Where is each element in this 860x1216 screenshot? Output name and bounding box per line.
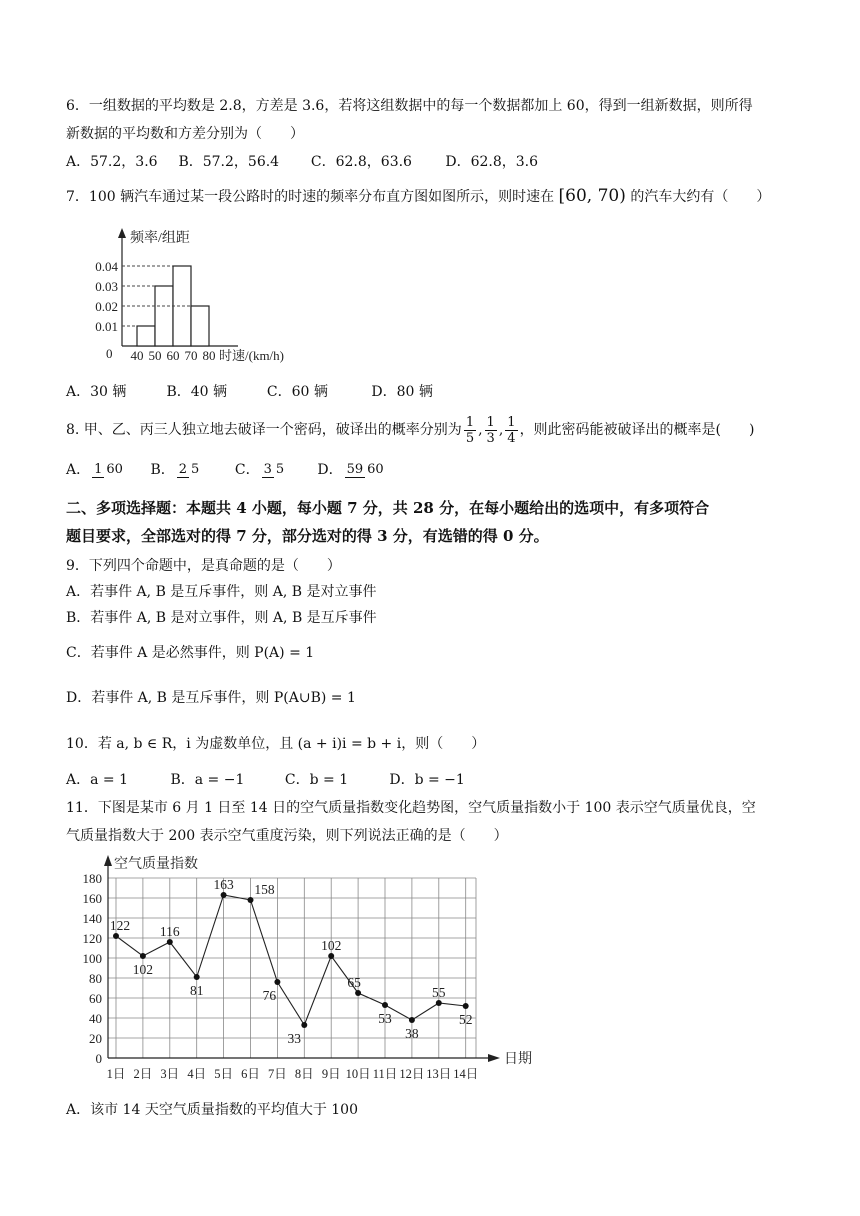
q10-option-d: D．b = −1 [389,772,465,788]
hist-y-label: 频率/组距 [130,231,190,246]
aqi-x-tick: 12日 [399,1067,425,1081]
aqi-point [436,1000,442,1006]
q6-line2: 新数据的平均数和方差分别为（ ） [66,126,304,142]
q7-stem: 7．100 辆汽车通过某一段公路时的时速的频率分布直方图如图所示，则时速在 [66,189,555,205]
q8-frac-3: $\frac{1}{4}$ [507,414,516,446]
q11-line1: 11．下图是某市 6 月 1 日至 14 日的空气质量指数变化趋势图，空气质量指数小于 100 表示空气质量优良，空 [66,800,756,816]
hist-bar [155,286,173,346]
q11-option-a: A．该市 14 天空气质量指数的平均值大于 100 [66,1102,358,1118]
aqi-x-tick: 13日 [426,1067,452,1081]
aqi-y-tick: 80 [89,971,102,986]
q10-option-a: A．a = 1 [66,772,128,788]
aqi-point [274,979,280,985]
hist-bar [191,306,209,346]
aqi-data-label: 122 [109,918,131,933]
q7-option-d: D．80 辆 [371,384,433,400]
q8-stem: 8. 甲、乙、丙三人独立地去破译一个密码，破译出的概率分别为 [66,422,462,438]
aqi-data-label: 76 [262,988,277,1003]
aqi-y-tick: 140 [82,911,102,926]
hist-x-tick: 70 [184,348,198,363]
aqi-x-tick: 9日 [321,1067,341,1081]
hist-x-tick: 50 [148,348,162,363]
aqi-data-label: 81 [189,983,204,998]
q8-text: 8. 甲、乙、丙三人独立地去破译一个密码，破译出的概率分别为 $\frac{1}{5}$ , $\frac{1}{3}$ , $\frac{1}{4}$ ，则此密码能被破译出的概率是( ) [66,414,755,446]
aqi-x-tick: 6日 [241,1067,260,1081]
aqi-x-label: 日期 [504,1052,532,1067]
aqi-y-tick: 160 [82,891,102,906]
q11-line2: 气质量指数大于 200 表示空气重度污染，则下列说法正确的是（ ） [66,828,508,844]
q7-option-b: B．40 辆 [166,384,228,400]
aqi-y-tick: 0 [95,1051,102,1066]
q7-option-c: C．60 辆 [266,384,328,400]
hist-y-tick: 0.01 [95,319,118,334]
aqi-data-label: 116 [159,924,180,939]
q8-option-d: D． 59 60 [317,462,384,478]
q6-option-a: A．57.2，3.6 [66,154,158,170]
aqi-data-label: 163 [213,877,234,892]
q6-line1: 6．一组数据的平均数是 2.8，方差是 3.6，若将这组数据中的每一个数据都加上 60，得到一组新数据，则所得 [66,98,753,114]
aqi-x-tick: 5日 [214,1067,233,1081]
aqi-point [328,953,334,959]
aqi-y-tick: 100 [82,951,102,966]
q8-option-c: C． 3 5 [234,462,285,478]
q9-text: 9．下列四个命题中，是真命题的是（ ） [66,558,341,574]
aqi-data-label: 38 [405,1026,419,1041]
aqi-x-tick: 2日 [133,1067,153,1081]
hist-x-label: 时速/(km/h) [219,348,284,363]
aqi-point [382,1002,388,1008]
q7-interval: [60, 70) [558,186,626,206]
q8-tail: ，则此密码能被破译出的概率是( ) [519,422,755,438]
aqi-point [301,1022,307,1028]
aqi-series-line [116,895,466,1025]
hist-x-tick: 80 [202,348,216,363]
hist-y-arrow [118,228,126,238]
section2-line2: 题目要求，全部选对的得 7 分，部分选对的得 3 分，有选错的得 0 分。 [66,527,549,545]
air-quality-chart [70,852,540,1092]
aqi-data-label: 102 [321,938,342,953]
q7-text [66,186,770,207]
q8-frac-1: $\frac{1}{5}$ [465,414,475,446]
aqi-point [409,1017,415,1023]
q8-option-a: A． 1 60 [66,462,123,478]
hist-origin: 0 [106,346,113,361]
aqi-point [463,1003,469,1009]
aqi-y-tick: 40 [89,1011,102,1026]
aqi-data-label: 158 [254,882,275,897]
aqi-y-tick: 60 [89,991,102,1006]
q8-options [66,452,388,488]
aqi-x-tick: 4日 [187,1067,207,1081]
aqi-point [248,897,254,903]
q7-options [66,382,433,402]
q10-option-c: C．b = 1 [284,772,349,788]
aqi-x-tick: 7日 [268,1067,287,1081]
q9-option-b: B．若事件 A, B 是对立事件，则 A, B 是互斥事件 [66,610,377,626]
aqi-data-label: 53 [378,1011,392,1026]
aqi-y-tick: 120 [82,931,102,946]
q7-tail: 的汽车大约有（ ） [630,189,771,205]
aqi-x-tick: 8日 [294,1067,314,1081]
aqi-point [355,990,361,996]
aqi-y-label: 空气质量指数 [114,857,198,872]
aqi-data-label: 65 [347,975,361,990]
aqi-x-tick: 10日 [345,1067,371,1081]
q6-option-d: D．62.8，3.6 [445,154,539,170]
histogram-chart [70,226,340,372]
aqi-y-tick: 180 [82,871,102,886]
aqi-data-label: 55 [432,985,446,1000]
q9-option-c: C．若事件 A 是必然事件，则 P(A) = 1 [66,645,315,661]
q9-option-d: D．若事件 A, B 是互斥事件，则 P(A∪B) = 1 [66,690,356,706]
aqi-point [167,939,173,945]
aqi-data-label: 102 [132,962,154,977]
q10-options [66,770,465,790]
q6-options [66,152,538,172]
aqi-x-arrow [488,1054,500,1062]
aqi-x-tick: 14日 [453,1067,479,1081]
aqi-point [221,892,227,898]
q8-option-b: B． 2 5 [150,462,200,478]
hist-x-tick: 40 [130,348,144,363]
aqi-y-tick: 20 [89,1031,102,1046]
q10-option-b: B．a = −1 [170,772,245,788]
q9-option-a: A．若事件 A, B 是互斥事件，则 A, B 是对立事件 [66,584,377,600]
q6-option-b: B．57.2，56.4 [178,154,280,170]
aqi-point [194,974,200,980]
aqi-data-label: 52 [458,1012,473,1027]
aqi-data-label: 33 [287,1031,302,1046]
q8-frac-2: $\frac{1}{3}$ [486,414,495,446]
hist-y-tick: 0.02 [95,299,118,314]
hist-y-tick: 0.03 [95,279,118,294]
aqi-x-tick: 1日 [106,1067,126,1081]
aqi-x-tick: 11日 [372,1067,398,1081]
q10-text: 10．若 a, b ∈ R，i 为虚数单位，且 (a + i)i = b + i，则（ ） [66,736,486,752]
hist-y-tick: 0.04 [95,259,118,274]
q7-option-a: A．30 辆 [66,384,127,400]
aqi-x-tick: 3日 [160,1067,180,1081]
aqi-point [113,933,119,939]
q6-option-c: C．62.8，63.6 [310,154,412,170]
aqi-point [140,953,146,959]
hist-bar [137,326,155,346]
hist-x-tick: 60 [166,348,180,363]
aqi-y-arrow [104,855,112,866]
section2-line1: 二、多项选择题：本题共 4 小题，每小题 7 分，共 28 分，在每小题给出的选项中，有多项符合 [66,499,710,517]
